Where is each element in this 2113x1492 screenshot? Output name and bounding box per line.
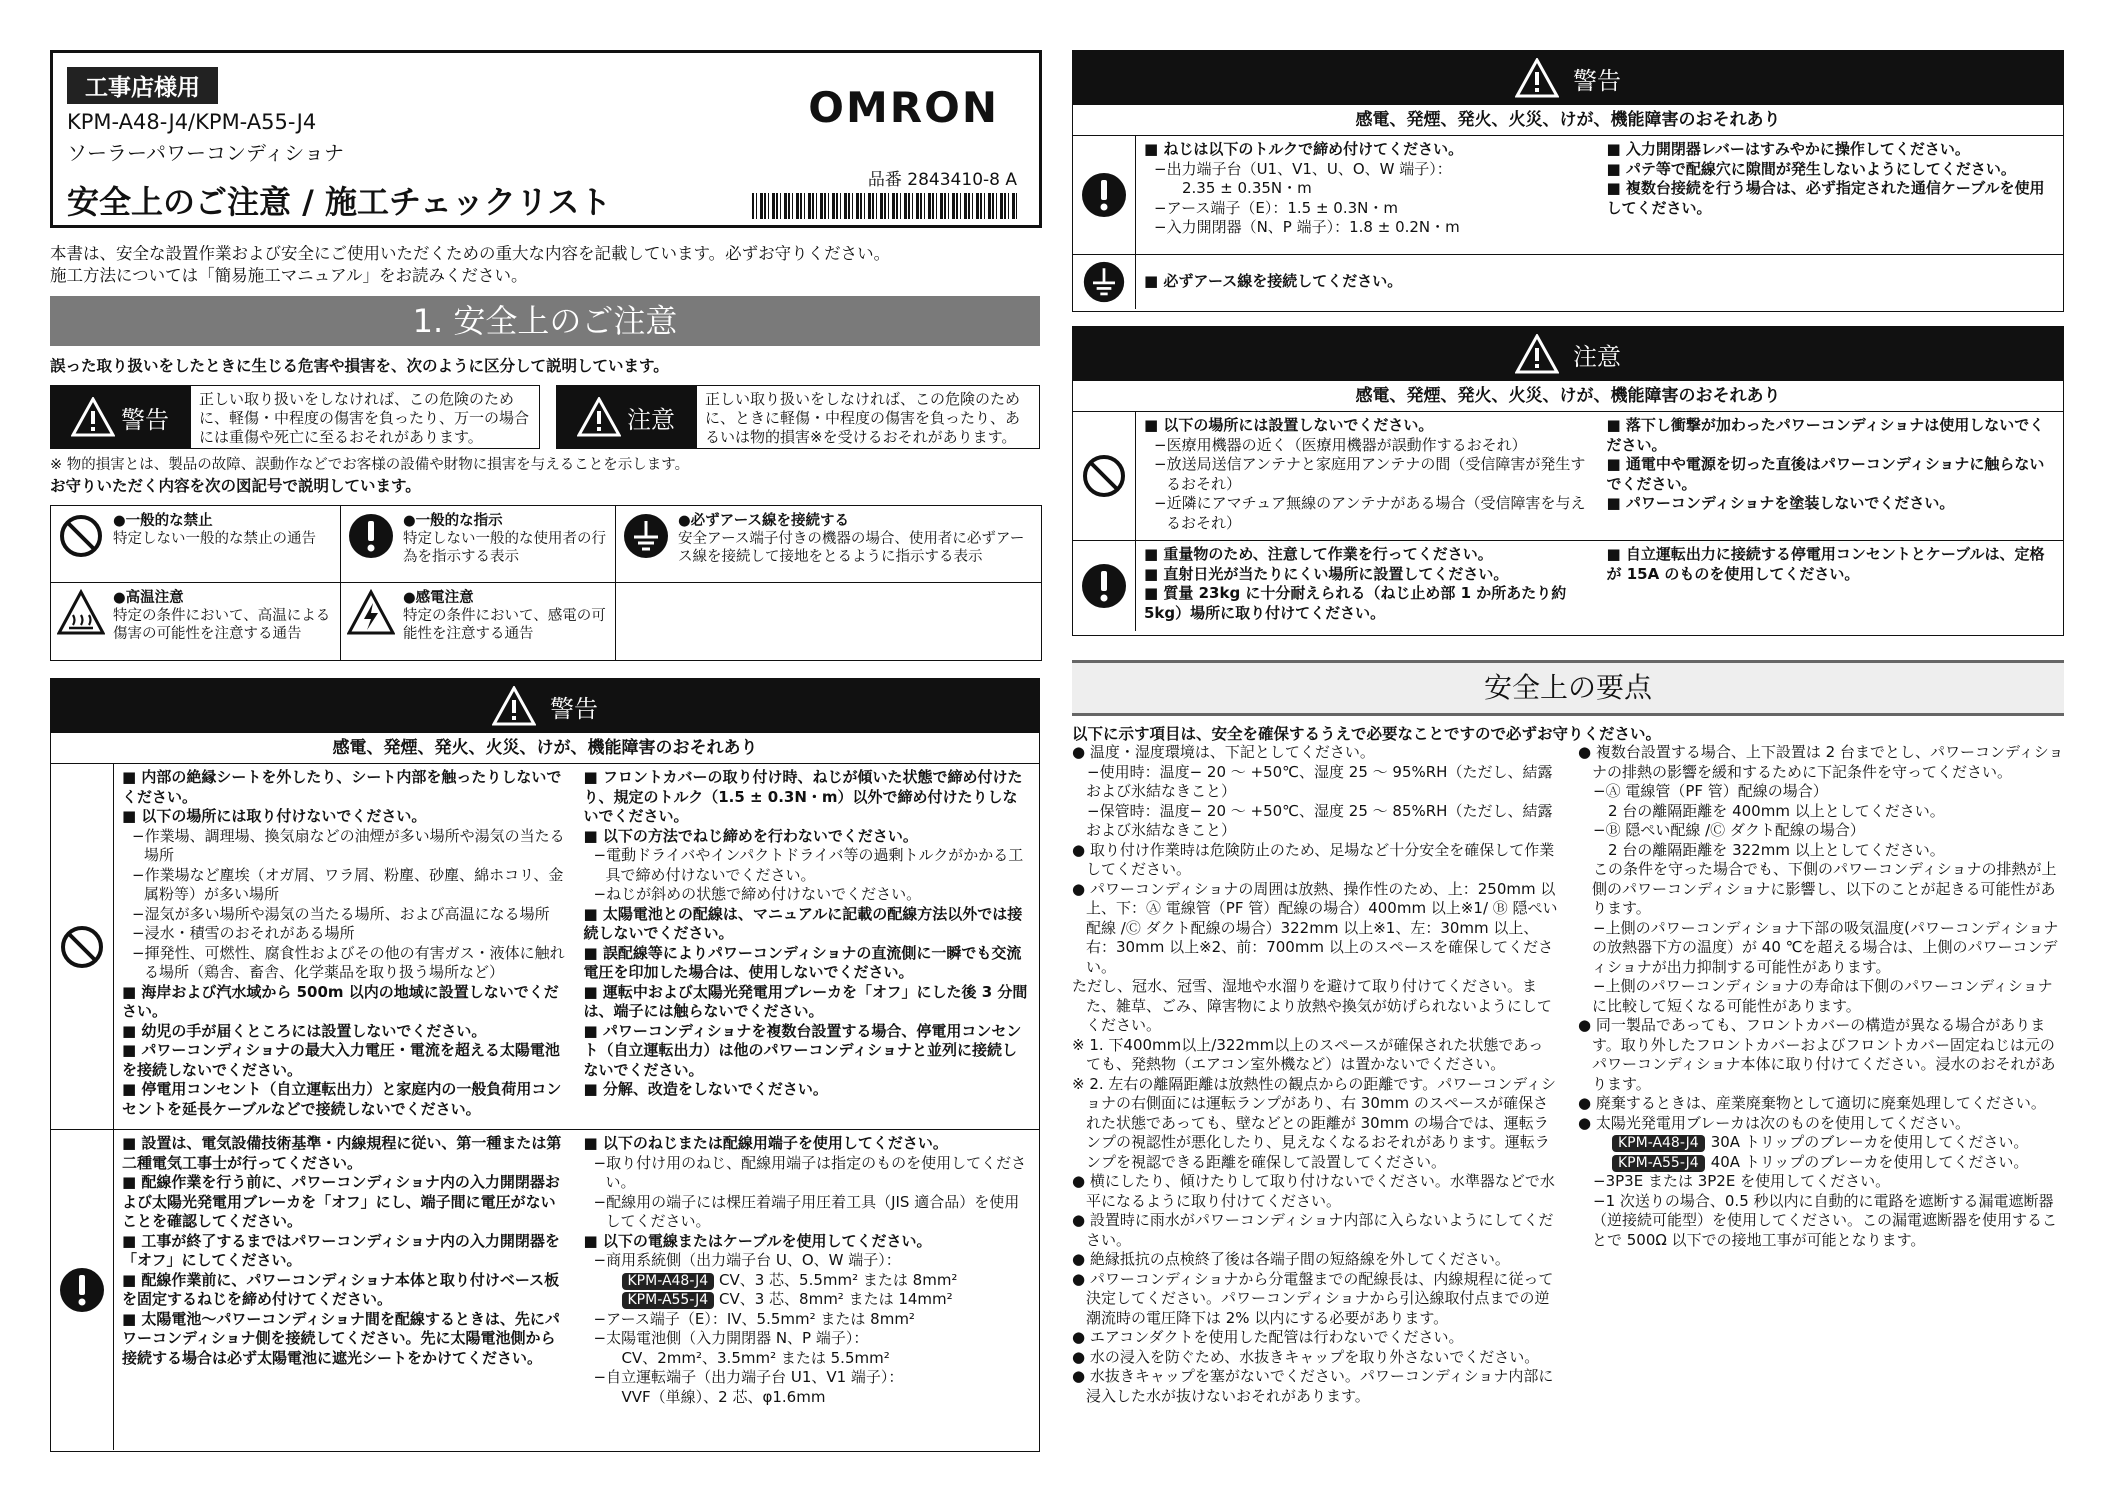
prohibit-list-2 [584, 768, 1032, 1125]
caution-instruction-columns [1136, 541, 2063, 631]
bold-item: ■ 設置は、電気設備技術基準・内線規程に従い、第一種または第二種電気工事士が行ってください。 [122, 1134, 562, 1172]
safety-point: ● 温度・湿度環境は、下記としてください。 [1072, 743, 1375, 761]
prohibit-icon [58, 923, 106, 971]
instruction-icon [1080, 562, 1128, 610]
sub-item: −アース端子（E）：IV、5.5mm² または 8mm² [593, 1309, 915, 1328]
safety-point: ● 廃棄するときは、産業廃棄物として適切に廃棄処理してください。 [1578, 1094, 2046, 1112]
audience-tag: 工事店様用 [67, 67, 218, 104]
sub-item: −放送局送信アンテナと家庭用アンテナの間（受信障害が発生するおそれ） [1154, 455, 1586, 493]
warning-triangle-icon [1515, 334, 1559, 374]
sub-item: −揮発性、可燃性、腐食性およびその他の有害ガス・液体に触れる場所（鶏舎、畜舎、化学薬品を取り扱う場所など） [132, 943, 565, 981]
warning-panel-subtitle: 感電、発煙、発火、火災、けが、機能障害のおそれあり [51, 733, 1039, 764]
symbol-lead: お守りいただく内容を次の図記号で説明しています。 [50, 477, 421, 495]
safety-point: ※ 2. 左右の離隔距離は放熱性の観点からの距離です。パワーコンディショナの右側面には運転ランプがあり、右 30mm のスペースが確保された状態であっても、壁などとの距離が 30mm の場合では、運転ランプの視認性が悪化したり、見えなくなるおそれがあります。運転ランプを視認できる距離を確保して設置してください。 [1072, 1074, 1557, 1171]
instruction-icon-cell [51, 1130, 114, 1450]
breaker-list [1578, 1133, 2064, 1172]
safety-point: ● 設置時に雨水がパワーコンディショナ内部に入らないようにしてください。 [1072, 1211, 1554, 1249]
caution-prohibit-list-2 [1607, 416, 2056, 536]
caution-definition-text: 正しい取り扱いをしなければ、この危険のために、ときに軽傷・中程度の傷害を負ったり、あるいは物的損害※を受けるおそれがあります。 [696, 385, 1040, 449]
safety-point: −1 次送りの場合、0.5 秒以内に自動的に電路を遮断する漏電遮断器（逆接続可能型）を使用してください。この漏電遮断器を使用することで 500Ω 以下での接地工事が可能となります。 [1578, 1191, 2058, 1249]
safety-point: ● パワーコンディショナの周囲は放熱、操作性のため、上：250mm 以上、下：Ⓐ 電線管（PF 管）配線の場合）400mm 以上※1/ Ⓑ 隠ぺい配線 /Ⓒ ダクト配線の場合）322mm 以上※1、左：30mm 以上、右：30mm 以上※2、前：700mm 以上のスペースを確保してください。 [1072, 879, 1558, 976]
sub-item: −出力端子台（U1、V1、U、O、W 端子）： [1154, 159, 1452, 178]
safety-points-lead: 以下に示す項目は、安全を確保するうえで必要なことですので必ずお守りください。 [1072, 725, 1662, 743]
earth-text-cell [1136, 255, 2063, 309]
bold-item: ■ 直射日光が当たりにくい場所に設置してください。 [1144, 564, 1509, 583]
warning-label: 警告 [121, 405, 169, 434]
safety-points-list-1 [1072, 743, 1558, 1443]
intro-text [50, 243, 1040, 287]
part-number: 品番 2843410-8 A [867, 170, 1017, 190]
model-pill: KPM-A48-J4 [1612, 1135, 1705, 1152]
caution-instruction-list-1 [1144, 545, 1593, 627]
instruction-icon-cell [1073, 136, 1136, 254]
bold-item: ■ 配線作業を行う前に、パワーコンディショナ内の入力開閉器および太陽光発電用ブレーカを「オフ」にし、端子間に電圧がないことを確認してください。 [122, 1173, 560, 1230]
prohibit-list-1 [122, 768, 570, 1125]
earth-icon-cell [1073, 255, 1136, 309]
bold-item: ■ 工事が終了するまではパワーコンディショナ内の入力開閉器を「オフ」にしてください。 [122, 1231, 560, 1269]
breaker-text: 40A トリップのブレーカを使用してください。 [1710, 1152, 2029, 1171]
legend-title: ●一般的な禁止 [113, 513, 213, 529]
safety-point: −使用時：温度− 20 〜 +50℃、湿度 25 〜 95%RH（ただし、結露および氷結なきこと） [1072, 762, 1553, 800]
instruction-icon [347, 512, 395, 560]
sub-item: −浸水・積雪のおそれがある場所 [132, 924, 355, 942]
sub-item: −入力開閉器（N、P 端子）：1.8 ± 0.2N・m [1154, 218, 1460, 236]
warning-definition-text: 正しい取り扱いをしなければ、この危険のために、軽傷・中程度の傷害を負ったり、万一の場合には重傷や死亡に至るおそれがあります。 [190, 385, 540, 449]
bold-item: ■ パテ等で配線穴に隙間が発生しないようにしてください。 [1606, 159, 2016, 178]
bold-item: ■ 入力開閉器レバーはすみやかに操作してください。 [1606, 140, 1970, 158]
barcode [752, 193, 1017, 219]
breaker-text: 30A トリップのブレーカを使用してください。 [1710, 1133, 2029, 1151]
intro-line: 本書は、安全な設置作業および安全にご使用いただくための重大な内容を記載しています。必ずお守りください。 [50, 244, 891, 263]
caution-panel [1072, 326, 2064, 636]
sub-item: −自立運転端子（出力端子台 U1、V1 端子）： [593, 1368, 904, 1386]
sub-item: −取り付け用のねじ、配線用端子は指定のものを使用してください。 [593, 1153, 1027, 1191]
safety-point: この条件を守った場合でも、下側のパワーコンディショナの排熱が上側のパワーコンディショナに影響し、以下のことが起きる可能性があります。 [1578, 860, 2057, 917]
model-pill: KPM-A48-J4 [622, 1273, 715, 1290]
bold-item: ■ 以下の方法でねじ締めを行わないでください。 [583, 826, 918, 845]
instruction-columns [114, 1130, 1039, 1450]
bold-item: ■ 太陽電池との配線は、マニュアルに記載の配線方法以外では接続しないでください。 [583, 904, 1023, 942]
bold-item: ■ フロントカバーの取り付け時、ねじが傾いた状態で締め付けたり、規定のトルク（1.5 ± 0.3N・m）以外で締め付けたりしないでください。 [583, 768, 1023, 825]
bold-item: ■ 以下のねじまたは配線用端子を使用してください。 [583, 1134, 948, 1152]
product-name: ソーラーパワーコンディショナ [67, 141, 344, 165]
sub-item: −電動ドライバやインパクトドライバ等の過剰トルクがかかる工具で締め付けないでください。 [593, 846, 1024, 884]
bold-item: ■ 複数台接続を行う場合は、必ず指定された通信ケーブルを使用してください。 [1606, 179, 2045, 217]
bold-item: ■ 幼児の手が届くところには設置しないでください。 [122, 1021, 487, 1040]
bold-item: ■ 誤配線等によりパワーコンディショナの直流側に一瞬でも交流電圧を印加した場合は、使用しないでください。 [583, 943, 1022, 981]
legend-text: 特定しない一般的な禁止の通告 [113, 531, 316, 547]
legend-title: ●感電注意 [403, 590, 474, 606]
warning-definition [50, 385, 540, 449]
legend-text: 特定しない一般的な使用者の行為を指示する表示 [403, 531, 606, 565]
safety-point: ※ 1. 下400mm以上/322mm以上のスペースが確保された状態であっても、発熱物（エアコン室外機など）は置かないでください。 [1072, 1035, 1544, 1073]
bold-item: ■ 停電用コンセント（自立運転出力）と家庭内の一般負荷用コンセントを延長ケーブルなどで接続しないでください。 [122, 1080, 562, 1118]
model-pill: KPM-A55-J4 [622, 1292, 715, 1309]
safety-point: −Ⓑ 隠ぺい配線 /Ⓒ ダクト配線の場合） [1578, 821, 1865, 839]
earth-row [1073, 255, 2063, 309]
bold-item: ■ パワーコンディショナを複数台設置する場合、停電用コンセント（自立運転出力）は他のパワーコンディショナと並列に接続しないでください。 [583, 1021, 1022, 1079]
damage-note: ※ 物的損害とは、製品の故障、誤動作などでお客様の設備や財物に損害を与えることを示します。 [50, 457, 690, 473]
sub-item: −作業場など塵埃（オガ屑、ワラ屑、粉塵、砂塵、綿ホコリ、金属粉等）が多い場所 [132, 865, 564, 903]
safety-point: 2 台の離隔距離を 322mm 以上としてください。 [1578, 840, 1945, 859]
legend-text: 安全アース端子付きの機器の場合、使用者に必ずアース線を接続して接地をとるように指示する表示 [678, 531, 1025, 565]
caution-label: 注意 [627, 405, 675, 434]
prohibit-icon [57, 512, 105, 560]
breaker-notes [1578, 1172, 2064, 1250]
earth-instruction: ■ 必ずアース線を接続してください。 [1144, 272, 1403, 291]
safety-point: ● 水抜きキャップを塞がないでください。パワーコンディショナ内部に浸入した水が抜けないおそれがあります。 [1072, 1367, 1554, 1405]
legend-title: ●一般的な指示 [403, 513, 503, 529]
warning-panel-subtitle: 感電、発煙、発火、火災、けが、機能障害のおそれあり [1073, 105, 2063, 136]
warning-panel-header [51, 679, 1039, 733]
torque-row [1073, 136, 2063, 255]
safety-point: −上側のパワーコンディショナ下部の吸気温度(パワーコンディショナの放熱器下方の温度）が 40 ℃を超える場合は、上側のパワーコンディショナが出力抑制する可能性があります。 [1578, 918, 2059, 976]
high-temperature-icon [57, 589, 105, 637]
document-title: 安全上のご注意 / 施工チェックリスト [67, 183, 612, 221]
cable-spec-row [584, 1271, 1032, 1291]
bold-item: ■ 太陽電池〜パワーコンディショナ間を配線するときは、先にパワーコンディショナ側を接続してください。先に太陽電池側から接続する場合は必ず太陽電池に遮光シートをかけてください。 [122, 1309, 560, 1367]
bold-item: ■ 海岸および汽水域から 500m 以内の地域に設置しないでください。 [122, 982, 559, 1020]
sub-item-value: CV、2mm²、3.5mm² または 5.5mm² [621, 1348, 890, 1367]
sub-item-value: VVF（単線）、2 芯、φ1.6mm [621, 1387, 826, 1406]
bold-item: ■ 運転中および太陽光発電用ブレーカを「オフ」にした後 3 分間は、端子には触らないでください。 [583, 982, 1028, 1020]
safety-point: −3P3E または 3P2E を使用してください。 [1578, 1172, 1891, 1190]
safety-point: ● 取り付け作業時は危険防止のため、足場など十分安全を確保して作業してください。 [1072, 840, 1555, 878]
torque-list [1144, 140, 1593, 250]
safety-points-items [1578, 743, 2064, 1133]
caution-prohibit-row [1073, 412, 2063, 541]
bold-item: ■ ねじは以下のトルクで締め付けてください。 [1144, 140, 1464, 158]
instruction-icon [1080, 171, 1128, 219]
bold-item: ■ 分解、改造をしないでください。 [583, 1080, 828, 1098]
legend-prohibit [51, 506, 341, 583]
prohibit-columns [114, 764, 1039, 1129]
safety-point: ● 太陽光発電用ブレーカは次のものを使用してください。 [1578, 1113, 1970, 1132]
bold-item: ■ 落下し衝撃が加わったパワーコンディショナは使用しないでください。 [1606, 416, 2045, 454]
safety-point: −上側のパワーコンディショナの寿命は下側のパワーコンディショナに比較して短くなる可能性があります。 [1578, 977, 2053, 1015]
safety-point: ● 同一製品であっても、フロントカバーの構造が異なる場合があります。取り外したフロントカバーおよびフロントカバー固定ねじは元のパワーコンディショナ本体に取り付けてください。浸水のおそれがあります。 [1578, 1016, 2056, 1093]
cable-spec-text: CV、3 芯、5.5mm² または 8mm² [714, 1270, 958, 1289]
bold-item: ■ 以下の場所には設置しないでください。 [1144, 416, 1434, 434]
bold-item: ■ パワーコンディショナの最大入力電圧・電流を超える太陽電池を接続しないでください。 [122, 1041, 560, 1079]
header-box [50, 50, 1042, 228]
legend-text: 特定の条件において、感電の可能性を注意する通告 [403, 608, 606, 642]
torque-columns [1136, 136, 2063, 254]
legend-text: 特定の条件において、高温による傷害の可能性を注意する通告 [113, 608, 331, 642]
legend-instruction [341, 506, 616, 583]
bold-item: ■ パワーコンディショナを塗装しないでください。 [1606, 494, 1955, 512]
safety-point: −保管時：温度− 20 〜 +50℃、湿度 25 〜 85%RH（ただし、結露および氷結なきこと） [1072, 801, 1553, 839]
legend-title: ●高温注意 [113, 590, 184, 606]
omron-logo: OMRON [808, 83, 999, 132]
caution-instruction-row [1073, 541, 2063, 631]
sub-item: −配線用の端子には棵圧着端子用圧着工具（JIS 適合品）を使用してください。 [593, 1192, 1020, 1230]
model-pill: KPM-A55-J4 [1612, 1155, 1705, 1172]
section-lead: 誤った取り扱いをしたときに生じる危害や損害を、次のように区分して説明しています。 [50, 357, 669, 375]
warning-panel-header [1073, 51, 2063, 105]
symbol-legend [50, 505, 1042, 661]
legend-hot [51, 583, 341, 660]
safety-point: ただし、冠水、冠雪、湿地や水溜りを避けて取り付けてください。また、雑草、ごみ、障害物により放熱や換気が妨げられないようにしてください。 [1072, 977, 1552, 1034]
legend-shock [341, 583, 616, 660]
safety-point: ● 横にしたり、傾けたりして取り付けないでください。水準器などで水平になるように取り付けてください。 [1072, 1172, 1555, 1210]
caution-panel-title: 注意 [1573, 342, 1621, 371]
sub-item-value: 2.35 ± 0.35N・m [1182, 179, 1312, 197]
bold-item: ■ 以下の場所には取り付けないでください。 [122, 807, 427, 825]
bold-item: ■ 内部の絶縁シートを外したり、シート内部を触ったりしないでください。 [122, 768, 562, 806]
section-title: 1. 安全上のご注意 [50, 296, 1040, 346]
bold-item: ■ 以下の電線またはケーブルを使用してください。 [583, 1231, 932, 1250]
safety-point: ● パワーコンディショナから分電盤までの配線長は、内線規程に従って決定してください。パワーコンディショナから引込線取付点までの逆潮流時の電圧降下は 2% 以内にする必要があります。 [1072, 1269, 1554, 1327]
caution-panel-subtitle: 感電、発煙、発火、火災、けが、機能障害のおそれあり [1073, 381, 2063, 412]
sub-item: −太陽電池側（入力開閉器 N、P 端子）： [593, 1329, 869, 1347]
warning-panel-left [50, 678, 1040, 1452]
cable-spec-text: CV、3 芯、8mm² または 14mm² [714, 1290, 953, 1308]
safety-point: ● 複数台設置する場合、上下設置は 2 台までとし、パワーコンディショナの排熱の影響を緩和するために下記条件を守ってください。 [1578, 743, 2064, 781]
breaker-item [1578, 1133, 2064, 1153]
sub-item: −アース端子（E）：1.5 ± 0.3N・m [1154, 198, 1398, 217]
earth-ground-icon [1082, 260, 1126, 304]
sub-item: −ねじが斜めの状態で締め付けないでください。 [593, 885, 922, 903]
bold-item: ■ 質量 23kg に十分耐えられる（ねじ止め部 1 か所あたり約 5kg）場所に取り付けてください。 [1144, 584, 1567, 622]
legend-empty-cell [616, 583, 1041, 660]
warning-panel-title: 警告 [1573, 66, 1621, 95]
safety-points-columns [1072, 743, 2064, 1443]
warning-triangle-icon [1515, 58, 1559, 98]
safety-point: ● エアコンダクトを使用した配管は行わないでください。 [1072, 1328, 1464, 1346]
caution-prohibit-list-1 [1144, 416, 1593, 536]
warning-label-box [50, 385, 190, 449]
caution-instruction-list-2 [1607, 545, 2056, 627]
caution-label-box [556, 385, 696, 449]
instruction-row [51, 1130, 1039, 1450]
safety-point: ● 絶縁抵抗の点検終了後は各端子間の短絡線を外してください。 [1072, 1250, 1510, 1268]
cable-spec-row [584, 1290, 1032, 1310]
bold-item: ■ 通電中や電源を切った直後はパワーコンディショナに触らないでください。 [1606, 455, 2045, 493]
breaker-item [1578, 1153, 2064, 1173]
safety-point: −Ⓐ 電線管（PF 管）配線の場合） [1578, 782, 1828, 800]
model-number: KPM-A48-J4/KPM-A55-J4 [67, 110, 317, 134]
legend-title: ●必ずアース線を接続する [678, 513, 849, 529]
warning-triangle-icon [492, 686, 536, 726]
safety-points-title: 安全上の要点 [1072, 660, 2064, 716]
caution-prohibit-columns [1136, 412, 2063, 540]
intro-line: 施工方法については「簡易施工マニュアル」をお読みください。 [50, 266, 528, 285]
prohibit-icon [1080, 452, 1128, 500]
instruction-icon-cell [1073, 541, 1136, 631]
electric-shock-icon [347, 589, 395, 637]
safety-point: ● 水の浸入を防ぐため、水抜きキャップを取り外さないでください。 [1072, 1347, 1540, 1366]
legend-earth [616, 506, 1041, 583]
sub-item: −近隣にアマチュア無線のアンテナがある場合（受信障害を与えるおそれ） [1154, 494, 1586, 532]
prohibit-row [51, 764, 1039, 1130]
sub-item: −医療用機器の近く（医療用機器が誤動作するおそれ） [1154, 435, 1527, 454]
warning-triangle-icon [71, 397, 115, 437]
safety-points-list-2 [1578, 743, 2064, 1443]
instruction-list-2 [584, 1134, 1032, 1446]
bold-item: ■ 重量物のため、注意して作業を行ってください。 [1144, 545, 1493, 563]
bold-item: ■ 配線作業前に、パワーコンディショナ本体と取り付けベース板を固定するねじを締め付けてください。 [122, 1270, 560, 1308]
safety-point: 2 台の離隔距離を 400mm 以上としてください。 [1578, 801, 1945, 820]
warning-triangle-icon [577, 397, 621, 437]
operation-list [1607, 140, 2056, 250]
warning-panel-title: 警告 [550, 694, 598, 723]
sub-item: −商用系統側（出力端子台 U、O、W 端子）： [593, 1251, 901, 1269]
prohibit-icon-cell [51, 764, 114, 1129]
earth-ground-icon [622, 512, 670, 560]
bold-item: ■ 自立運転出力に接続する停電用コンセントとケーブルは、定格が 15A のものを使用してください。 [1606, 545, 2045, 583]
prohibit-icon-cell [1073, 412, 1136, 540]
caution-panel-header [1073, 327, 2063, 381]
warning-panel-right [1072, 50, 2064, 312]
sub-item: −湿気が多い場所や湯気の当たる場所、および高温になる場所 [132, 904, 550, 923]
instruction-list-1 [122, 1134, 570, 1446]
sub-item: −作業場、調理場、換気扇などの油煙が多い場所や湯気の当たる場所 [132, 826, 565, 864]
caution-definition [556, 385, 1040, 449]
instruction-icon [58, 1266, 106, 1314]
